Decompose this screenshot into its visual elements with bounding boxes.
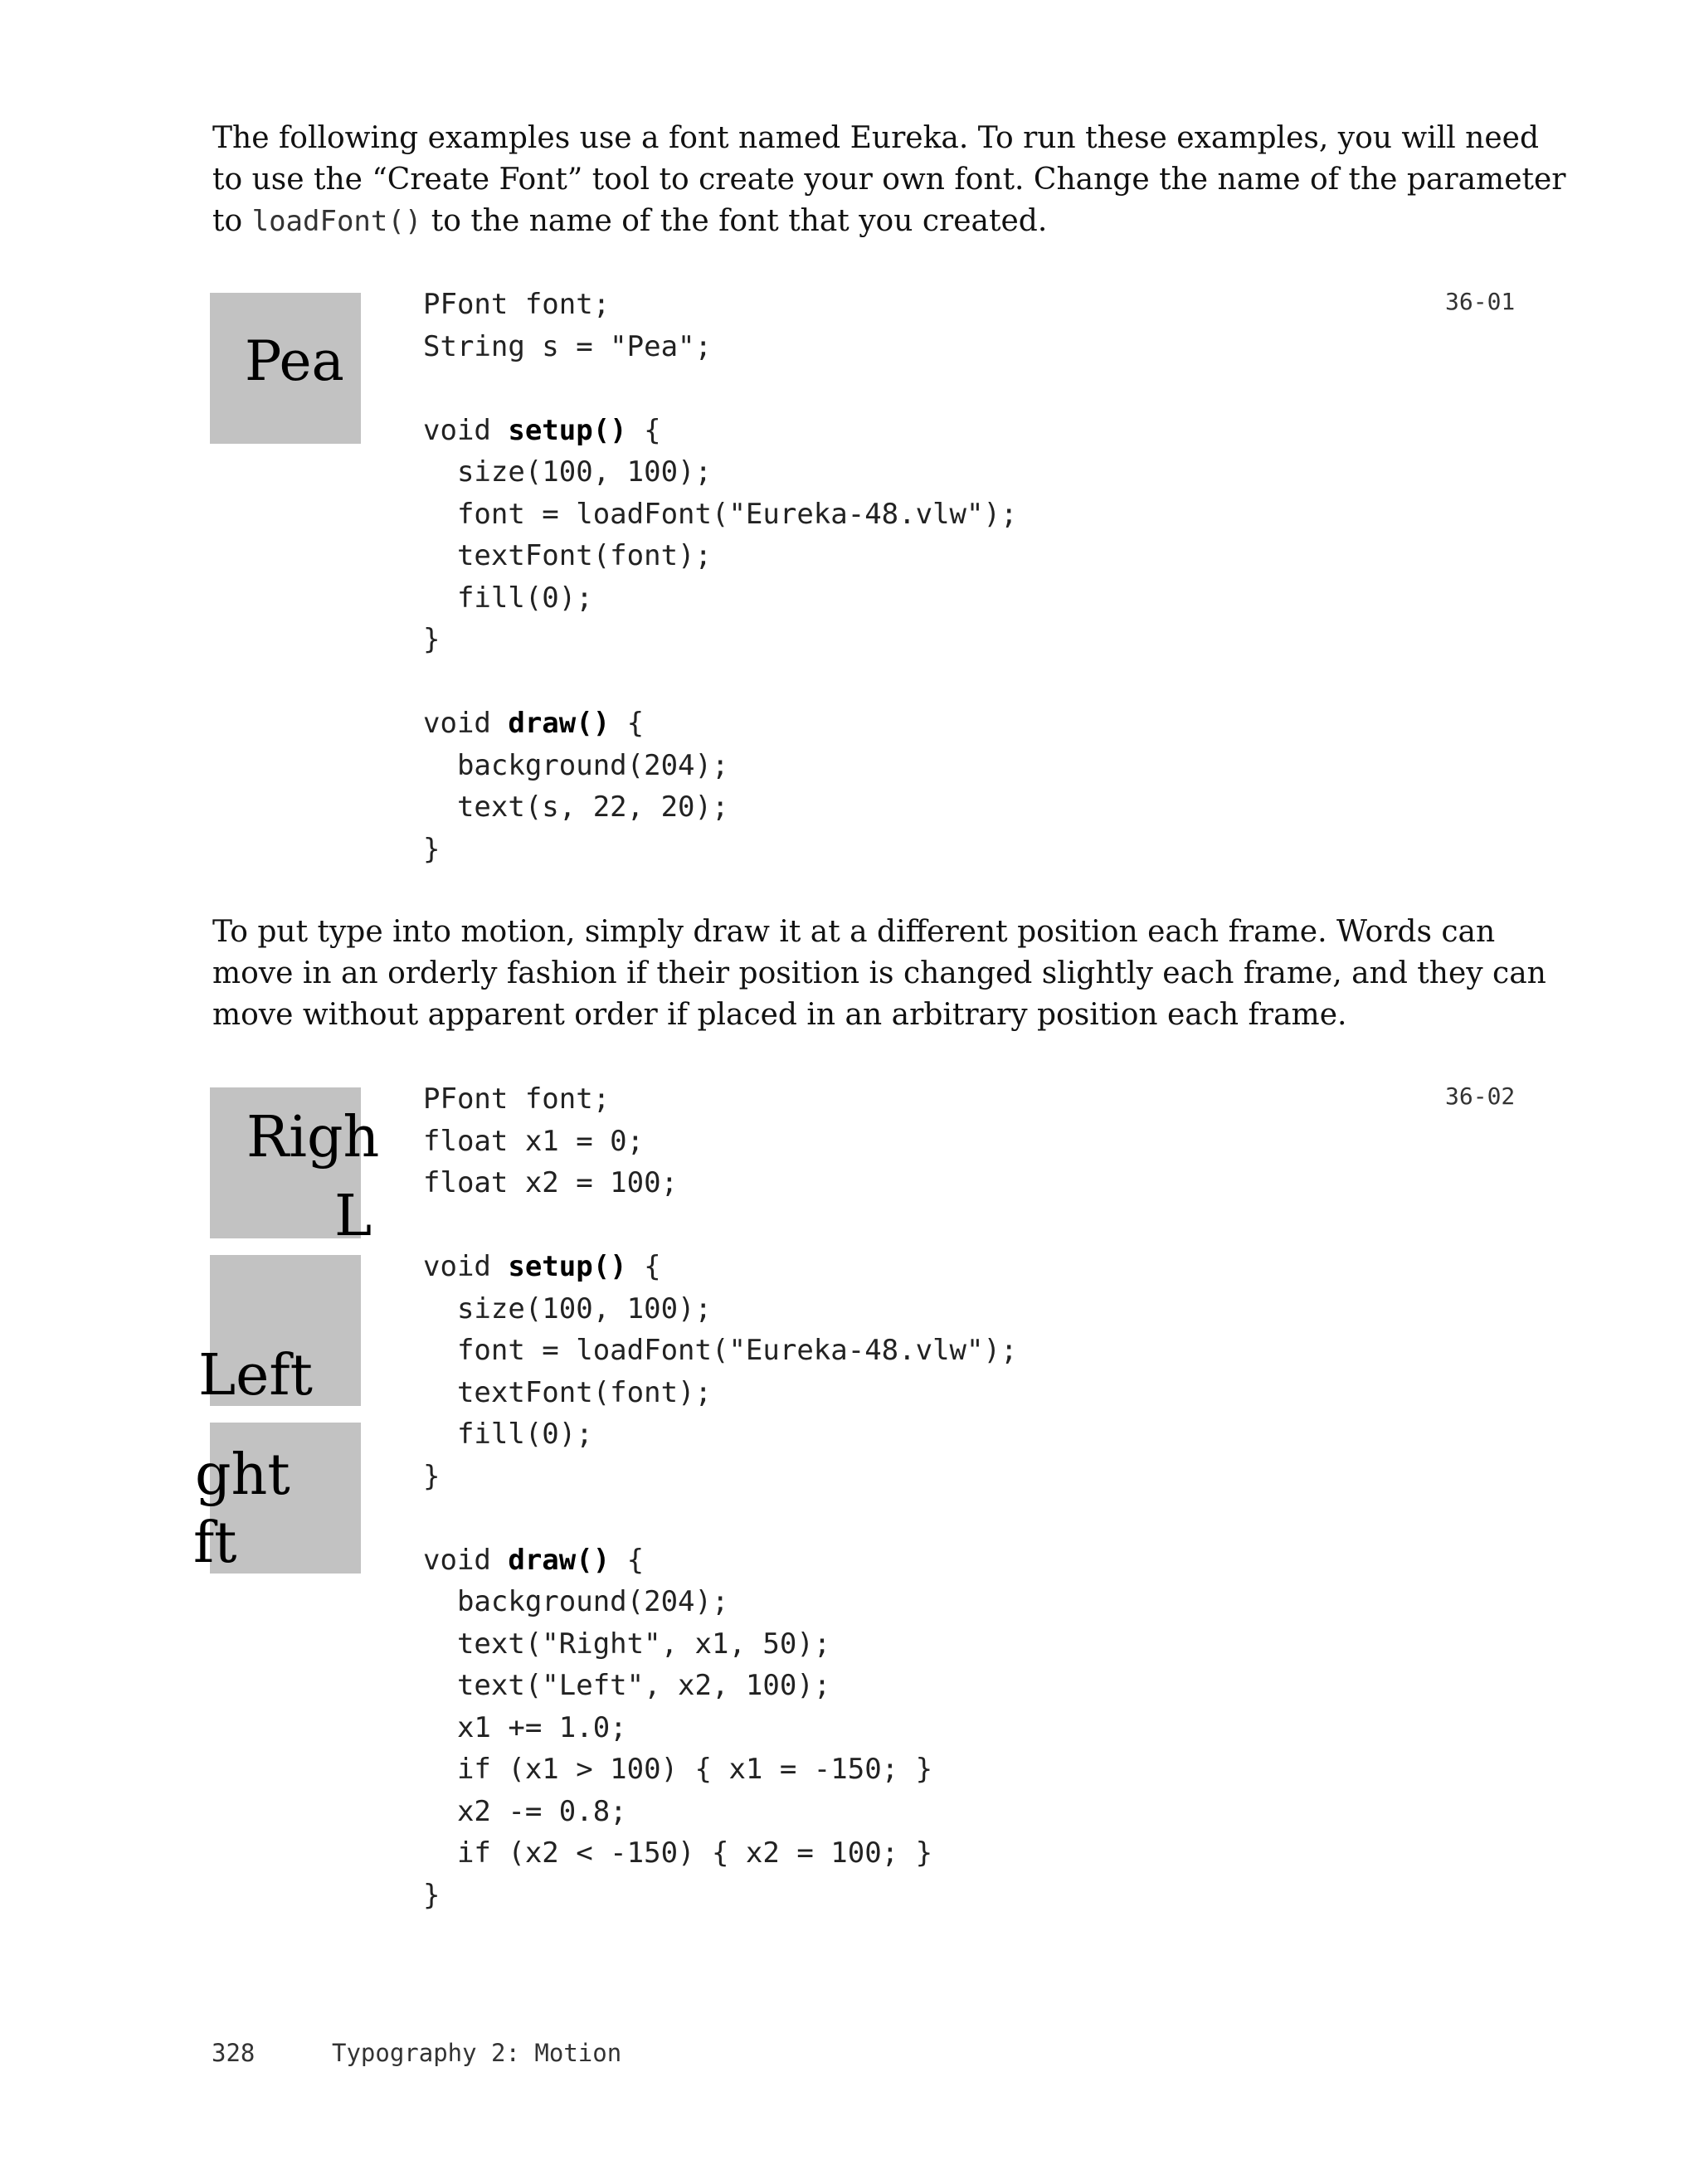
code-function-name: setup() — [508, 1250, 627, 1283]
code-line: background(204); — [423, 1585, 729, 1618]
code-line: PFont font; — [423, 288, 611, 321]
example-1-code — [423, 284, 1017, 870]
example-2-code — [423, 1078, 1017, 1916]
frame-3-word-left: ft — [193, 1510, 237, 1576]
code-line: background(204); — [423, 748, 729, 782]
code-line: font = loadFont("Eureka-48.vlw"); — [423, 497, 1018, 531]
preview-word-pea: Pea — [245, 329, 344, 393]
motion-line-3: move without apparent order if placed in an arbitrary position each frame. — [212, 998, 1347, 1032]
code-line: x1 += 1.0; — [423, 1710, 627, 1744]
code-line: float x1 = 0; — [423, 1124, 645, 1158]
example-2-frame-2 — [198, 1255, 361, 1408]
intro-line-3 — [212, 201, 1440, 242]
code-line: void draw() { — [423, 707, 645, 740]
code-function-name: setup() — [508, 413, 627, 447]
page-number: 328 — [212, 2039, 256, 2067]
code-line: size(100, 100); — [423, 1291, 712, 1325]
code-line: } — [423, 1878, 441, 1912]
frame-3-word-right: ght — [195, 1442, 290, 1508]
code-line: fill(0); — [423, 581, 593, 615]
motion-line-2: move in an orderly fashion if their position is changed slightly each frame, and they can — [212, 956, 1546, 990]
intro-line-3-before: to — [212, 204, 252, 238]
code-line: void draw() { — [423, 1543, 645, 1577]
code-line: text("Right", x1, 50); — [423, 1627, 831, 1661]
inline-code-loadfont: loadFont() — [251, 205, 422, 238]
code-line: textFont(font); — [423, 539, 712, 572]
code-function-name: draw() — [508, 707, 611, 740]
example-2-frame-1 — [210, 1087, 380, 1249]
example-1-number: 36-01 — [1445, 288, 1516, 315]
code-line: String s = "Pea"; — [423, 329, 712, 363]
code-line: x2 -= 0.8; — [423, 1794, 627, 1828]
frame-1-word-left: L — [334, 1184, 372, 1249]
code-line: PFont font; — [423, 1082, 611, 1116]
code-line: } — [423, 1459, 441, 1493]
motion-line-1: To put type into motion, simply draw it at a different position each frame. Words can — [212, 915, 1496, 949]
intro-paragraph — [212, 118, 1566, 242]
code-line: } — [423, 832, 441, 866]
example-2-number: 36-02 — [1445, 1082, 1516, 1110]
intro-line-1: The following examples use a font named Eureka. To run these examples, you will need — [212, 121, 1540, 155]
example-2-frame-3 — [193, 1423, 361, 1576]
code-line: } — [423, 623, 441, 656]
code-line: size(100, 100); — [423, 455, 712, 489]
motion-paragraph — [212, 912, 1546, 1036]
intro-line-3-after: to the name of the font that you created. — [421, 204, 1048, 238]
code-line: text("Left", x2, 100); — [423, 1669, 831, 1702]
example-1-preview — [210, 293, 361, 444]
code-line: if (x2 < -150) { x2 = 100; } — [423, 1836, 933, 1870]
frame-1-word-right: Righ — [246, 1105, 380, 1170]
intro-line-2: to use the “Create Font” tool to create your own font. Change the name of the parameter — [212, 163, 1566, 197]
code-line: void setup() { — [423, 413, 661, 447]
code-line: void setup() { — [423, 1250, 661, 1283]
code-line: text(s, 22, 20); — [423, 790, 729, 824]
code-line: font = loadFont("Eureka-48.vlw"); — [423, 1334, 1018, 1367]
code-line: float x2 = 100; — [423, 1166, 679, 1199]
code-line: textFont(font); — [423, 1375, 712, 1409]
code-line: fill(0); — [423, 1418, 593, 1451]
frame-2-word-left: Left — [198, 1343, 313, 1408]
code-line: if (x1 > 100) { x1 = -150; } — [423, 1753, 933, 1786]
chapter-title: Typography 2: Motion — [332, 2039, 622, 2067]
code-function-name: draw() — [508, 1543, 611, 1577]
